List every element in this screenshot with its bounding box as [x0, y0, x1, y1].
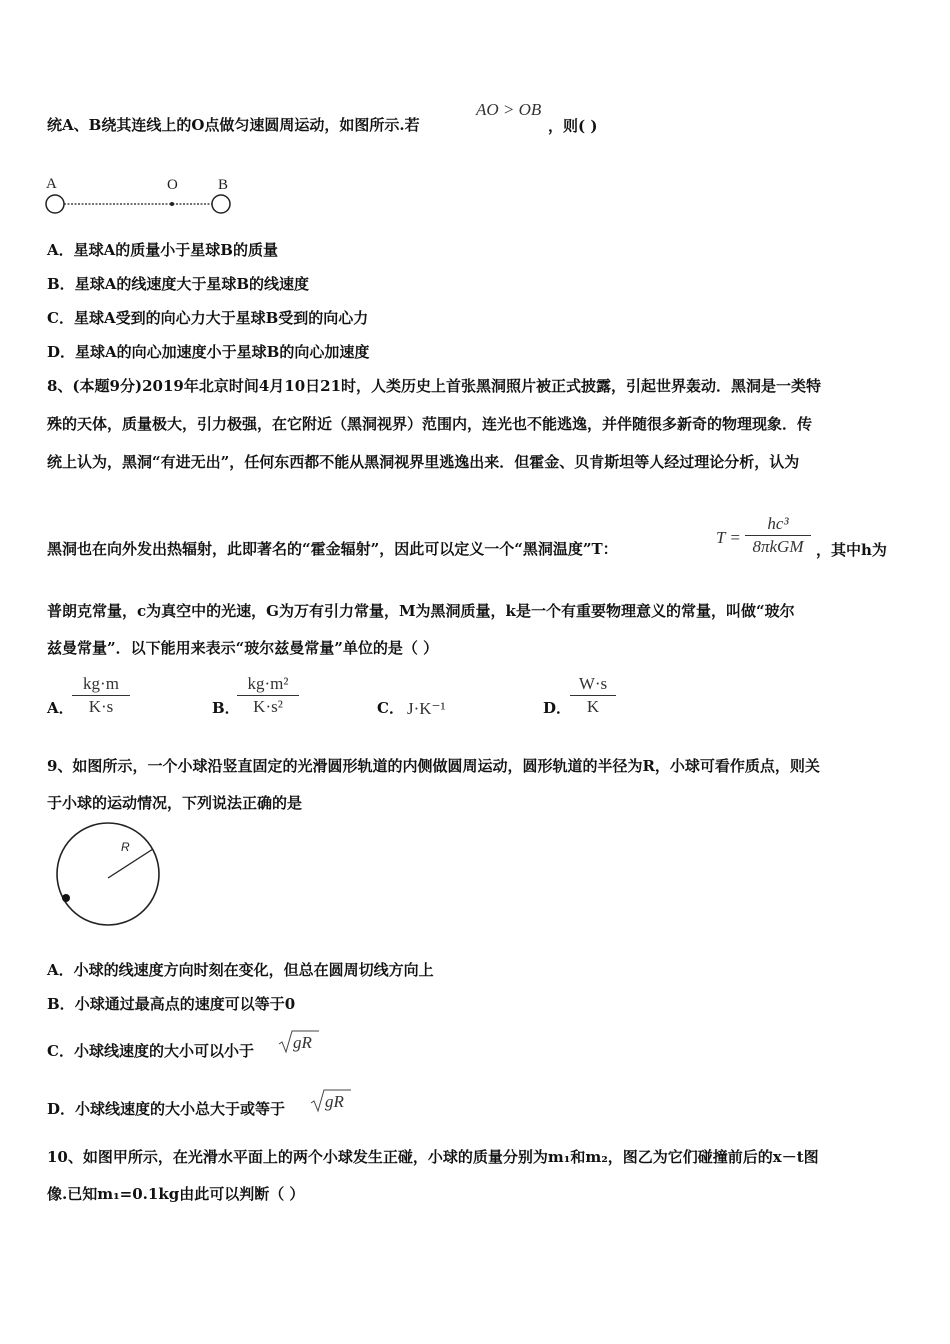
q9-line-1: 9、如图所示，一个小球沿竖直固定的光滑圆形轨道的内侧做圆周运动，圆形轨道的半径为R，小球可看作质点，则关 — [47, 757, 820, 775]
q8-line-6: 兹曼常量”．以下能用来表示“玻尔兹曼常量”单位的是（ ） — [47, 639, 439, 657]
q8-option-a-num: kg·m — [83, 674, 119, 693]
q8-line-3: 统上认为，黑洞“有进无出”，任何东西都不能从黑洞视界里逃逸出来．但霍金、贝肯斯坦等人经过理论分析，认为 — [47, 453, 800, 471]
sqrt-radicand-d: gR — [325, 1092, 344, 1111]
q7-option-c-text: 星球A受到的向心力大于星球B受到的向心力 — [73, 309, 369, 327]
ball-dot — [62, 894, 70, 902]
q10-line-2: 像.已知m₁=0.1kg由此可以判断（ ） — [47, 1185, 305, 1203]
q7-tail: ，则( ) — [548, 117, 598, 135]
q9-option-c-sqrt — [278, 1028, 320, 1056]
q9-option-a — [47, 960, 434, 980]
q9-option-c — [47, 1041, 254, 1061]
q8-option-b-bar — [237, 695, 299, 696]
q9-option-a-text: 小球的线速度方向时刻在变化，但总在圆周切线方向上 — [73, 961, 434, 979]
q7-stem — [47, 115, 420, 135]
q9-option-b-label: B． — [47, 995, 75, 1013]
q9-line-2: 于小球的运动情况，下列说法正确的是 — [47, 794, 303, 812]
q8-line-4-tail: ，其中h为 — [816, 541, 887, 559]
q9-option-c-text: 小球线速度的大小可以小于 — [73, 1042, 254, 1060]
q8-option-d-num: W·s — [578, 674, 608, 693]
q9-option-b — [47, 994, 295, 1014]
q7-option-b-text: 星球A的线速度大于星球B的线速度 — [74, 275, 310, 293]
q7-option-a — [47, 240, 278, 260]
q7-option-c-label: C． — [47, 309, 74, 327]
q7-figure-label-o: O — [167, 177, 178, 193]
sqrt-radicand-c: gR — [293, 1033, 312, 1052]
q7-figure — [40, 170, 240, 218]
q8-option-b-num: kg·m² — [247, 674, 289, 693]
q8-formula-denominator: 8πkGM — [752, 537, 804, 556]
circular-track — [57, 823, 159, 925]
q8-option-a-bar — [72, 695, 130, 696]
q8-option-a-den: K·s — [88, 697, 114, 716]
q10-line-1: 10、如图甲所示，在光滑水平面上的两个小球发生正碰，小球的质量分别为m₁和m₂，图乙为它们碰撞前后的x－t图 — [47, 1148, 819, 1166]
q7-figure-label-b: B — [218, 177, 229, 193]
q9-option-d-text: 小球线速度的大小总大于或等于 — [75, 1100, 286, 1118]
q9-option-c-label: C． — [47, 1042, 74, 1060]
q8-option-d-den: K — [586, 697, 600, 716]
q8-option-b-fraction — [237, 674, 299, 717]
q8-formula-lhs: T = — [716, 528, 741, 547]
q7-option-d-text: 星球A的向心加速度小于星球B的向心加速度 — [75, 343, 370, 361]
q8-formula-fraction — [745, 514, 811, 557]
q8-option-c-expr: J·K⁻¹ — [407, 699, 446, 718]
q8-option-d-label: D． — [543, 699, 572, 717]
q8-option-b-label: B． — [212, 699, 240, 717]
q8-line-2: 殊的天体，质量极大，引力极强，在它附近（黑洞视界）范围内，连光也不能逃逸，并伴随很多新奇的物理现象．传 — [47, 415, 813, 433]
q9-option-b-text: 小球通过最高点的速度可以等于0 — [74, 995, 296, 1013]
q7-option-a-label: A． — [47, 241, 74, 259]
q7-option-d-label: D． — [47, 343, 76, 361]
star-b-circle — [212, 195, 230, 213]
q7-option-a-text: 星球A的质量小于星球B的质量 — [73, 241, 278, 259]
q8-formula-numerator: hc³ — [767, 514, 789, 533]
star-a-circle — [46, 195, 64, 213]
q8-line-1: 8、(本题9分)2019年北京时间4月10日21时，人类历史上首张黑洞照片被正式披露，引起世界轰动．黑洞是一类特 — [47, 377, 822, 395]
center-point-o — [170, 202, 174, 206]
q9-option-d — [47, 1099, 285, 1119]
q7-option-b-label: B． — [47, 275, 75, 293]
q8-option-d-fraction — [570, 674, 616, 717]
q7-stem-text: 统A、B绕其连线上的O点做匀速圆周运动，如图所示.若 — [47, 116, 420, 134]
q7-option-d — [47, 342, 369, 362]
q7-figure-label-a: A — [46, 176, 57, 192]
q8-option-d-bar — [570, 695, 616, 696]
q8-formula-bar — [745, 535, 811, 536]
radius-line — [108, 849, 153, 878]
q7-option-b — [47, 274, 309, 294]
radius-label: R — [121, 840, 130, 854]
q8-line-5: 普朗克常量，c为真空中的光速，G为万有引力常量，M为黑洞质量，k是一个有重要物理意义的常量，叫做“玻尔 — [47, 602, 795, 620]
q9-option-d-sqrt — [310, 1087, 352, 1115]
q7-condition: AO > OB — [476, 100, 542, 119]
q8-option-a-fraction — [72, 674, 130, 717]
q8-option-b-den: K·s² — [253, 697, 283, 716]
q8-option-c-label: C． — [377, 699, 404, 717]
q8-line-4: 黑洞也在向外发出热辐射，此即著名的“霍金辐射”，因此可以定义一个“黑洞温度”T： — [47, 540, 618, 558]
q9-option-a-label: A． — [47, 961, 74, 979]
q7-option-c — [47, 308, 368, 328]
q9-figure — [50, 818, 168, 930]
q8-option-a-label: A． — [47, 699, 74, 717]
q9-option-d-label: D． — [47, 1100, 76, 1118]
